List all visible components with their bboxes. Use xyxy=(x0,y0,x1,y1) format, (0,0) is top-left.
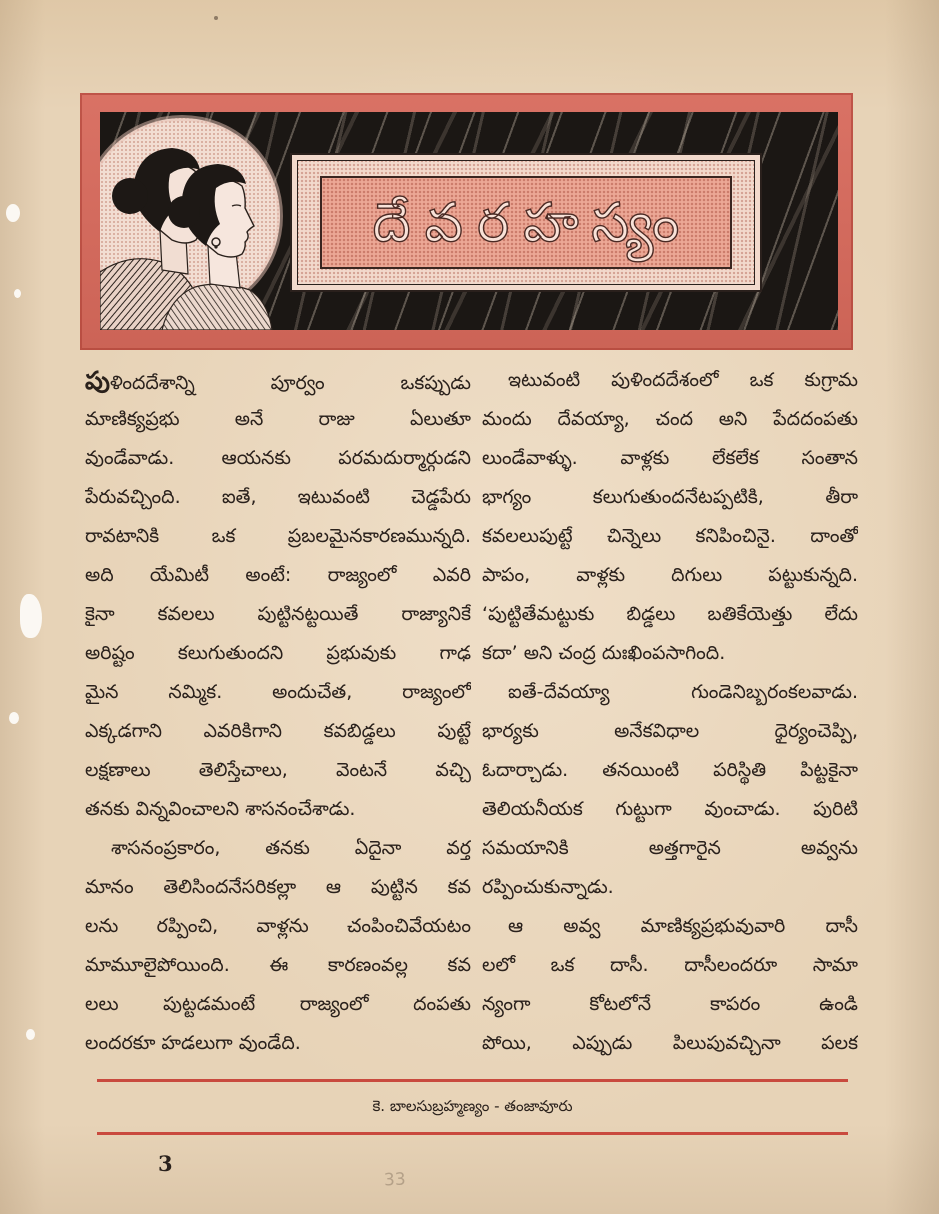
story-line: ఇటువంటి పుళిందదేశంలో ఒక కుగ్రామ xyxy=(508,369,858,391)
story-line: భార్యకు అనేకవిధాల ధైర్యంచెప్పి, xyxy=(482,720,858,742)
story-line: కదా’ అని చంద్ర దుఃఖింపసాగింది. xyxy=(482,642,726,664)
story-line: ‘పుట్టితేమట్టుకు బిడ్డలు బతికేయెత్తు లేదు xyxy=(482,603,858,625)
binding-hole xyxy=(14,289,21,298)
paragraph xyxy=(85,361,471,829)
story-line: ఆ అవ్వ మాణిక్యప్రభువువారి దాసీ xyxy=(508,915,858,937)
story-line: ఎక్కడగాని ఎవరికిగాని కవబిడ్డలు పుట్టే xyxy=(85,720,471,742)
story-line: న్యంగా కోటలోనే కాపరం ఉండి xyxy=(482,993,858,1015)
title-panel xyxy=(320,176,732,269)
story-line: శాసనంప్రకారం, తనకు ఏదైనా వర్త xyxy=(111,837,471,859)
divider-top xyxy=(97,1079,848,1082)
story-title: దేవరహస్యం xyxy=(372,191,694,254)
paragraph xyxy=(482,361,858,673)
story-line: మందు దేవయ్యా, చంద అని పేదదంపతు xyxy=(482,408,858,430)
story-line: లక్షణాలు తెలిస్తేచాలు, వెంటనే వచ్చి xyxy=(85,759,471,781)
story-line: రావటానికి ఒక ప్రబలమైనకారణమున్నది. xyxy=(85,525,471,547)
story-line: లుండేవాళ్ళు. వాళ్లకు లేకలేక సంతాన xyxy=(482,447,858,469)
banner-artwork xyxy=(100,112,838,330)
title-frame xyxy=(290,153,762,292)
story-line: లలో ఒక దాసీ. దాసీలందరూ సామా xyxy=(482,954,858,976)
author-byline: కె. బాలసుబ్రహ్మణ్యం - తంజావూరు xyxy=(372,1097,573,1115)
story-line: మామూలైపోయింది. ఈ కారణంవల్ల కవ xyxy=(85,954,471,976)
binding-hole xyxy=(26,1029,35,1040)
story-line: కైనా కవలలు పుట్టినట్టయితే రాజ్యానికే xyxy=(85,603,471,625)
story-line: ఐతే-దేవయ్యా గుండెనిబ్బరంకలవాడు. xyxy=(508,681,858,703)
initial-letter: పు xyxy=(85,366,110,395)
paragraph xyxy=(482,907,858,1063)
story-line: పోయి, ఎప్పుడు పిలుపువచ్చినా పలక xyxy=(482,1032,858,1054)
story-line: మానం తెలిసిందనేసరికల్లా ఆ పుట్టిన కవ xyxy=(85,876,471,898)
page-number: 3 xyxy=(158,1151,173,1176)
binding-hole xyxy=(20,594,42,638)
binding-hole xyxy=(6,204,20,222)
story-line: అది యేమిటీ అంటే: రాజ్యంలో ఎవరి xyxy=(85,564,471,586)
story-line: పాపం, వాళ్లకు దిగులు పట్టుకున్నది. xyxy=(482,564,858,586)
story-line: వుండేవాడు. ఆయనకు పరమదుర్మార్గుడని xyxy=(85,447,471,469)
story-line: తనకు విన్నవించాలని శాసనంచేశాడు. xyxy=(85,798,356,820)
two-women-profile-illustration-icon xyxy=(100,112,300,330)
header-banner xyxy=(80,93,853,350)
story-line: సమయానికి అత్తగారైన అవ్వను xyxy=(482,837,858,859)
story-line: మైన నమ్మిక. అందుచేత, రాజ్యంలో xyxy=(85,681,471,703)
story-line: అరిష్టం కలుగుతుందని ప్రభువుకు గాఢ xyxy=(85,642,471,664)
divider-bottom xyxy=(97,1132,848,1135)
story-line: లందరకూ హడలుగా వుండేది. xyxy=(85,1032,301,1054)
story-line-text: ళిందదేశాన్ని పూర్వం ఒకప్పుడు xyxy=(109,372,471,394)
story-line: భాగ్యం కలుగుతుందనేటప్పటికి, తీరా xyxy=(482,486,858,508)
story-line xyxy=(85,361,471,400)
story-line: కవలలుపుట్టే చిన్నెలు కనిపించినై. దాంతో xyxy=(482,525,858,547)
story-line: రప్పించుకున్నాడు. xyxy=(482,876,614,898)
story-column-right xyxy=(482,361,858,1063)
story-line: ఓదార్చాడు. తనయింటి పరిస్థితి పిట్టకైనా xyxy=(482,759,858,781)
story-line: తెలియనీయక గుట్టుగా వుంచాడు. పురిటి xyxy=(482,798,858,820)
binding-hole xyxy=(9,712,19,724)
story-line: లను రప్పించి, వాళ్లను చంపించివేయటం xyxy=(85,915,471,937)
pencil-mark: 33 xyxy=(383,1169,407,1191)
story-line: మాణిక్యప్రభు అనే రాజు ఏలుతూ xyxy=(85,408,471,430)
story-line: పేరువచ్చింది. ఐతే, ఇటువంటి చెడ్డపేరు xyxy=(85,486,471,508)
paragraph xyxy=(85,829,471,1063)
story-column-left xyxy=(85,361,471,1063)
paragraph xyxy=(482,673,858,907)
story-line: లలు పుట్టడమంటే రాజ్యంలో దంపతు xyxy=(85,993,471,1015)
paper-speck xyxy=(214,16,218,20)
